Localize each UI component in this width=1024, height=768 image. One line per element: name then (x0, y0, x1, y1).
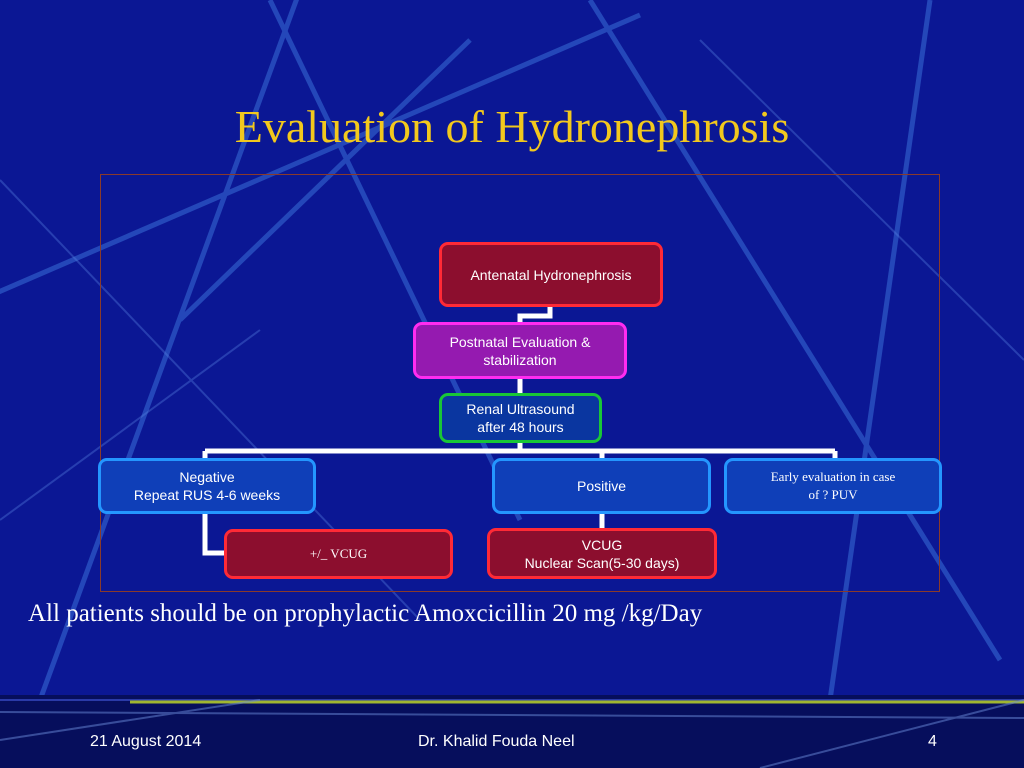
renal-ultrasound-node (439, 393, 602, 443)
postnatal-evaluation-node (413, 322, 627, 379)
positive-node (492, 458, 711, 514)
antenatal-hydronephrosis-label: Antenatal Hydronephrosis (470, 266, 632, 283)
negative-node (98, 458, 316, 514)
negative-label: Negative Repeat RUS 4-6 weeks (133, 469, 281, 503)
renal-ultrasound-label: Renal Ultrasound after 48 hours (466, 401, 575, 435)
vcug-nuclear-scan-label: VCUG Nuclear Scan(5-30 days) (524, 536, 680, 571)
prophylaxis-note: All patients should be on prophylactic Amoxcicillin 20 mg /kg/Day (28, 600, 703, 627)
vcug-nuclear-scan-node (487, 528, 717, 579)
slide-title: Evaluation of Hydronephrosis (234, 101, 790, 152)
early-evaluation-label: Early evaluation in case of ? PUV (770, 469, 896, 502)
vcug-optional-label: +/_ VCUG (309, 546, 368, 561)
antenatal-hydronephrosis-node (439, 242, 663, 307)
footer-author: Dr. Khalid Fouda Neel (418, 733, 575, 750)
footer-date: 21 August 2014 (90, 733, 202, 750)
postnatal-evaluation-label: Postnatal Evaluation & stabilization (449, 333, 591, 368)
footer-page-number: 4 (928, 733, 937, 750)
early-evaluation-node (724, 458, 942, 514)
positive-label: Positive (576, 478, 627, 494)
vcug-optional-node (224, 529, 453, 579)
